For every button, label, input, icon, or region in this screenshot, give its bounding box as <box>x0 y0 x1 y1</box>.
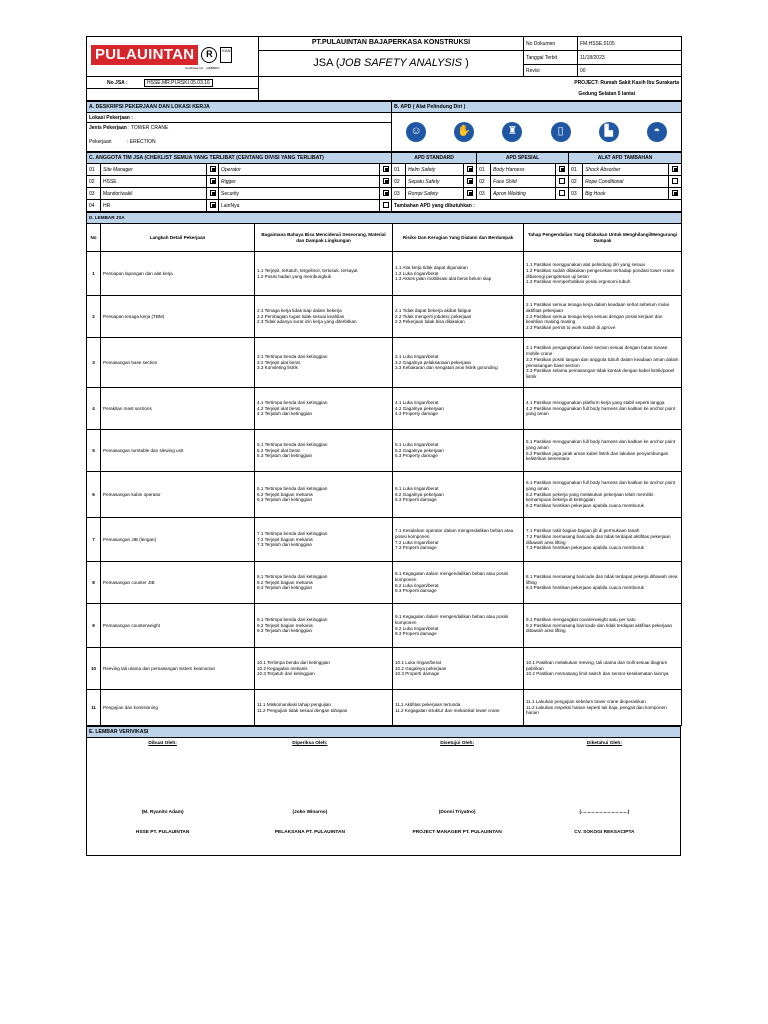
step-risk: 1.1 Alat kerja tidak dapat digunakan 1.2 Luka ringan/berat 1.3 Akses jalan mobilisasi alat berat belum siap <box>393 252 524 296</box>
section-c-title: C. ANGGOTA TIM JSA (CHEKLIST SEMUA YANG TERLIBAT (CENTANG DIVISI YANG TERLIBAT) <box>87 153 392 164</box>
team-row: 01 Site Manager Operator 01 Helm Safety 01 Body Harness 01 Shock Absorber <box>87 164 682 176</box>
step-number: 7 <box>87 518 101 562</box>
checkbox[interactable] <box>210 178 216 184</box>
project-line2: Gedung Selatan 5 lantai <box>259 89 682 101</box>
checkbox[interactable] <box>559 166 565 172</box>
checkbox[interactable] <box>672 166 678 172</box>
step-detail: Reeving tali utama dan pemasangan sistem keamanan <box>101 648 255 690</box>
signer-name: (M. Ryanito Adam) <box>141 809 184 815</box>
jsa-step-row <box>87 604 682 648</box>
jsa-header-row: No Langkah Detail Pekerjaan Bagaimana Bahaya Bisa Mencideraii Seseorang, Material dan Dampak Lingkungan Risiko Dan Kerugian Yang Dialami dan Berdampak Tahap Pengendalian Yang Dilakukan Untuk Menghilangi/Mengurangi Dampak <box>87 224 682 252</box>
step-detail: Pengujian dan komisioning <box>101 690 255 726</box>
tambahan-apd: Tambahan APD yang dibutuhkan : <box>392 200 682 212</box>
jenis-row: Jenis Pekerjaan : TOWER CRANE <box>89 125 169 131</box>
step-risk: 7.1 Kesalahan operator dalam mengendalikan beban atau posisi komponen 7.2 Luka ringan/berat 7.3 Properti damage <box>393 518 524 562</box>
jsa-step-row <box>87 430 682 472</box>
signer-role: Diperiksa Oleh: <box>292 741 328 746</box>
step-detail: Persiapan lapangan dan alat kerja <box>101 252 255 296</box>
step-number: 11 <box>87 690 101 726</box>
step-control: 2.1 Pastikan semua tenaga kerja dalam keadaan sehat sebelum mulai aktifitas pekerjaan 2.2 Pastikan semua tenaga kerja sesuai dengan posisi kerjaan dan keahlian masing masing 2.3 Pastikan permit to work sudah di aprove <box>524 296 682 338</box>
section-d-title: D. LEMBAR JSA <box>87 213 682 224</box>
step-control: 9.1 Pastikan mengangkat counterweight satu per satu 9.2 Pastikan memasang barricade dan tidak terdapat aktifitas pekerjaan dibawah area lifting <box>524 604 682 648</box>
step-detail: Perakitan mast sections <box>101 388 255 430</box>
signer-roles <box>89 741 678 747</box>
step-risk: 9.1 Kegagalan dalam mengendalikan beban atau posisi komponen 9.2 Luka ringan/berat 9.3 Properti damage <box>393 604 524 648</box>
step-number: 9 <box>87 604 101 648</box>
signer-position: CV. SOKOGI REKSACIPTA <box>574 829 635 835</box>
harness-icon: ♜ <box>502 122 522 142</box>
section-e <box>86 726 681 856</box>
page-title: JSA (JOB SAFETY ANALYSIS ) <box>259 51 524 77</box>
step-risk: 10.1 Luka ringan/berat 10.2 Gagalnya pekerjaan 10.3 Properti damage <box>393 648 524 690</box>
company-logo: PULAUINTAN <box>91 45 198 65</box>
date-label: Tanggal Terbit <box>524 51 578 65</box>
jsa-step-row <box>87 472 682 518</box>
pekerjaan-row: Pekerjaan : ERECTION <box>89 139 156 145</box>
kan-logo: KAN <box>220 47 232 63</box>
gloves-icon: ✋ <box>454 122 474 142</box>
step-detail: Pemasangan kabin operator <box>101 472 255 518</box>
lokasi-label: Lokasi Pekerjaan : <box>87 113 391 123</box>
checkbox[interactable] <box>672 178 678 184</box>
step-danger: 7.1 Tertimpa benda dari ketinggian 7.2 Terjepit bagian mekanis 7.3 Terjatuh dari ketinggian <box>255 518 393 562</box>
section-ab <box>86 101 682 152</box>
step-detail: Pemasangan JIB (lengan) <box>101 518 255 562</box>
step-number: 10 <box>87 648 101 690</box>
revision-label: Revisi <box>524 65 578 77</box>
step-risk: 11.1 Aktifitas pekerjaan tertunda 11.2 Kegagalan struktur dan mekanikal tower crane <box>393 690 524 726</box>
vest-icon: ▯ <box>551 122 571 142</box>
step-detail: Pemasangan counterweight <box>101 604 255 648</box>
checkbox[interactable] <box>467 166 473 172</box>
section-e-title: E. LEMBAR VERIVIKASI <box>87 727 681 738</box>
step-control: 8.1 Pastikan memasang baricade dan tidak terdapat pekerja dibawah area lifting 8.3 Pastikan hentikan pekerjaan apabila cuaca memburuk <box>524 562 682 604</box>
step-number: 6 <box>87 472 101 518</box>
checkbox[interactable] <box>559 190 565 196</box>
section-a-title: A. DESKRIPSI PEKERJAAN DAN LOKASI KERJA <box>87 102 392 113</box>
step-risk: 4.1 Luka ringan/berat 4.2 Gagalnya pekerjaan 4.3 Property damage <box>393 388 524 430</box>
step-control: 1.1 Pastikan menggunakan alat pelindung diri yang sesuai 1.2 Pastikan sudah dilakukan pengecekan terhadap pondasi tower crane dibarengi pengetesan uji beton 1.3 Pastikan memperhatikan posisi ergonomi tubuh <box>524 252 682 296</box>
cert-text: Certificate No. : QEB6067 <box>185 65 220 70</box>
step-detail: Pemasangan turntable dan slewing unit <box>101 430 255 472</box>
checkbox[interactable] <box>383 166 389 172</box>
signer-name: (...................................) <box>579 809 630 815</box>
step-number: 8 <box>87 562 101 604</box>
step-control: 10.1 Pastikan melakukan reeving, tali utama dan trolli sesuai diagram pabrikan 10.2 Pastikan memasang limit switch dan sensor keselamatan lainnya <box>524 648 682 690</box>
signer-position: PELAKSANA PT. PULAUINTAN <box>274 829 345 835</box>
jsa-step-row <box>87 388 682 430</box>
jsa-step-row <box>87 296 682 338</box>
doc-no-value: FM.HSSE.0105 <box>578 37 682 51</box>
jsa-step-row <box>87 518 682 562</box>
step-risk: 8.1 Kegagalan dalam mengendalikan beban atau posisi komponen 8.2 Luka ringan/berat 8.3 Properti damage <box>393 562 524 604</box>
step-detail: Pemasangan counter JIB <box>101 562 255 604</box>
step-danger: 5.1 Tertimpa benda dari ketinggian 5.2 Terjepit alat berat 5.3 Terjatuh dari ketinggian <box>255 430 393 472</box>
step-danger: 2.1 Tenaga kerja tidak siap dalam bekerja 2.2 Pembagian tugas tidak sesuai keahlian 2.3 Tidak adanya surat izin kerja yang diterbitkan <box>255 296 393 338</box>
signer-role: Diketahui Oleh: <box>586 741 622 746</box>
step-danger: 9.1 Tertimpa benda dari ketinggian 9.2 Terjepit bagian mekanis 9.3 Terjatuh dari ketinggian <box>255 604 393 648</box>
step-number: 1 <box>87 252 101 296</box>
checkbox[interactable] <box>383 178 389 184</box>
signer-position: PROJECT MANAGER PT. PULAUINTAN <box>412 829 502 835</box>
step-danger: 8.1 Tertimpa benda dari ketinggian 8.2 Terjepit bagian mekanis 8.3 Terjatuh dari ketinggian <box>255 562 393 604</box>
apd-icons <box>392 118 681 146</box>
step-control: 5.1 Pastikan menggunakan full body harness dan kaitkan ke anchor point yang aman 5.2 Pastikan jaga jarak aman kabel listrik dan lakukan penyambungan kelistrikan sementara <box>524 430 682 472</box>
step-control: 11.1 Lakukan pengujian sebelum tower crane dioperasikan 11.2 Lakukan inspeksi harian seperti tali baja, pengait dan komponen harian <box>524 690 682 726</box>
signer-role: Disetujui Oleh: <box>440 741 475 746</box>
step-danger: 6.1 Tertimpa benda dari ketinggian 6.2 Terjepit bagian mekanis 6.3 Terjatuh dari ketinggian <box>255 472 393 518</box>
jsa-step-row <box>87 562 682 604</box>
jsa-step-row <box>87 690 682 726</box>
step-risk: 6.1 Luka ringan/berat 6.2 Gagalnya pekerjaan 6.3 Properti damage <box>393 472 524 518</box>
checkbox[interactable] <box>210 190 216 196</box>
jsa-step-row <box>87 252 682 296</box>
step-danger: 3.1 Tertimpa benda dari ketinggian 3.2 Terjepit alat berat 3.3 Konsleting listrik <box>255 338 393 388</box>
registered-icon: R <box>201 47 217 63</box>
jsa-step-row <box>87 648 682 690</box>
project-line: PROJECT: Rumah Sakit Kasih Ibu Surakarta <box>259 77 682 89</box>
section-d <box>86 212 682 726</box>
checkbox[interactable] <box>383 202 389 208</box>
checkbox[interactable] <box>559 178 565 184</box>
step-danger: 10.1 Tertimpa benda dari ketinggian 10.2 Kegagalan mekanis 10.3 Terjatuh dari ketinggian <box>255 648 393 690</box>
signer-role: Dibuat Oleh: <box>148 741 177 746</box>
signer-name: (Joko Winarno) <box>292 809 328 815</box>
person-icon: ☺ <box>406 122 426 142</box>
team-row: 04 HR LainNya Tambahan APD yang dibutuhkan : <box>87 200 682 212</box>
checkbox[interactable] <box>467 178 473 184</box>
step-detail: Persiapan tenaga kerja (TBM) <box>101 296 255 338</box>
signer-position: HSSE PT. PULAUINTAN <box>135 829 190 835</box>
section-b-title: B. APD ( Alat Pelindung Diri ) <box>392 102 682 113</box>
step-number: 5 <box>87 430 101 472</box>
jsa-document <box>86 36 681 932</box>
apd-special-header: APD SPESIAL <box>477 153 569 164</box>
step-detail: Pemasangan base section <box>101 338 255 388</box>
team-row: 02 HSSE Rigger 02 Sepatu Safety 02 Face Shild 02 Rope Conditional <box>87 176 682 188</box>
team-row: 03 Mandor/wakil Security 03 Rompi Safety 03 Apron Welding 03 Big Hook <box>87 188 682 200</box>
logo-cell <box>87 37 259 77</box>
boots-icon: ▙ <box>599 122 619 142</box>
step-danger: 1.1 Terjepit, tertatuh, tergelincir, tertusuk, tersayat 1.2 Posisi badan yang membungkuk <box>255 252 393 296</box>
step-risk: 2.1 Tidak dapat bekerja akibat fatigue 2.2 Tidak mengerti jobdesc pekerjaan 2.3 Pekerjaan tidak bisa dilakukan <box>393 296 524 338</box>
checkbox[interactable] <box>672 190 678 196</box>
header-table <box>86 36 682 101</box>
step-danger: 11.1 Miskomunikasi tahap pengujian 11.2 Pengujian tidak sesuai dengan tahapan <box>255 690 393 726</box>
step-control: 6.1 Pastikan menggunakan full body harness dan kaitkan ke anchor point yang aman 6.2 Pastikan pekerja yang melakukan pekerjaan telah memiliki kemampuan bekerja di ketinggian 6.3 Pastikan hentikan pekerjaan apabila cuaca memburuk <box>524 472 682 518</box>
step-control: 3.1 Pastikan pengangkatan base section sesuai dengan batas tonase mobile crane 3.2 Pastikan posisi tangan dan anggota tubuh dalam keadaan aman dalam pemasangan base section 3.3 Pastikan selama pemasangan tidak kontak dengan kabel listrik/panel listrik <box>524 338 682 388</box>
doc-no-label: No Dokumen <box>524 37 578 51</box>
signer-positions <box>89 830 678 836</box>
step-risk: 3.1 Luka ringan/berat 3.2 Gagalnya pelaksanaan pekerjaan 3.3 Kebakaran dan sengatan arus listrik gorunding <box>393 338 524 388</box>
no-jsa: No JSA : HSSE.MR.PI.RSKI.05.03.16 <box>87 77 259 89</box>
apd-tambahan-header: ALAT APD TAMBAHAN <box>569 153 682 164</box>
checkbox[interactable] <box>467 190 473 196</box>
jsa-step-row <box>87 338 682 388</box>
checkbox[interactable] <box>383 190 389 196</box>
step-number: 4 <box>87 388 101 430</box>
company-name: PT.PULAUINTAN BAJAPERKASA KONSTRUKSI <box>259 37 524 51</box>
revision-value: 00 <box>578 65 682 77</box>
step-control: 4.1 Pastikan menggunakan platform kerja yang stabil seperti tangga 4.2 Pastikan menggunakan full body harness dan kaitkan ke anchor point yang aman <box>524 388 682 430</box>
helmet-icon: ◓ <box>647 122 667 142</box>
checkbox[interactable] <box>210 202 216 208</box>
signer-name: (Donni Triyatno) <box>438 809 476 815</box>
apd-standard-header: APD STANDARD <box>392 153 477 164</box>
step-danger: 4.1 Tertimpa benda dari ketinggian 4.2 Terjepit alat berat 4.3 Terjatuh dari ketinggian <box>255 388 393 430</box>
step-risk: 5.1 Luka ringan/berat 5.2 Gagalnya pekerjaan 5.3 Property damage <box>393 430 524 472</box>
checkbox[interactable] <box>210 166 216 172</box>
date-value: 11/18/2023 <box>578 51 682 65</box>
step-number: 3 <box>87 338 101 388</box>
signer-names <box>89 810 678 816</box>
step-control: 7.1 Pastikan rakit bagian-bagian jib di permukaan tanah 7.2 Pastikan memasang baricade dan tidak terdapat aktifitas pekerjaan dibawah area lifting 7.3 Pastikan hentikan pekerjaan apabila cuaca memburuk <box>524 518 682 562</box>
step-number: 2 <box>87 296 101 338</box>
section-c <box>86 152 682 212</box>
